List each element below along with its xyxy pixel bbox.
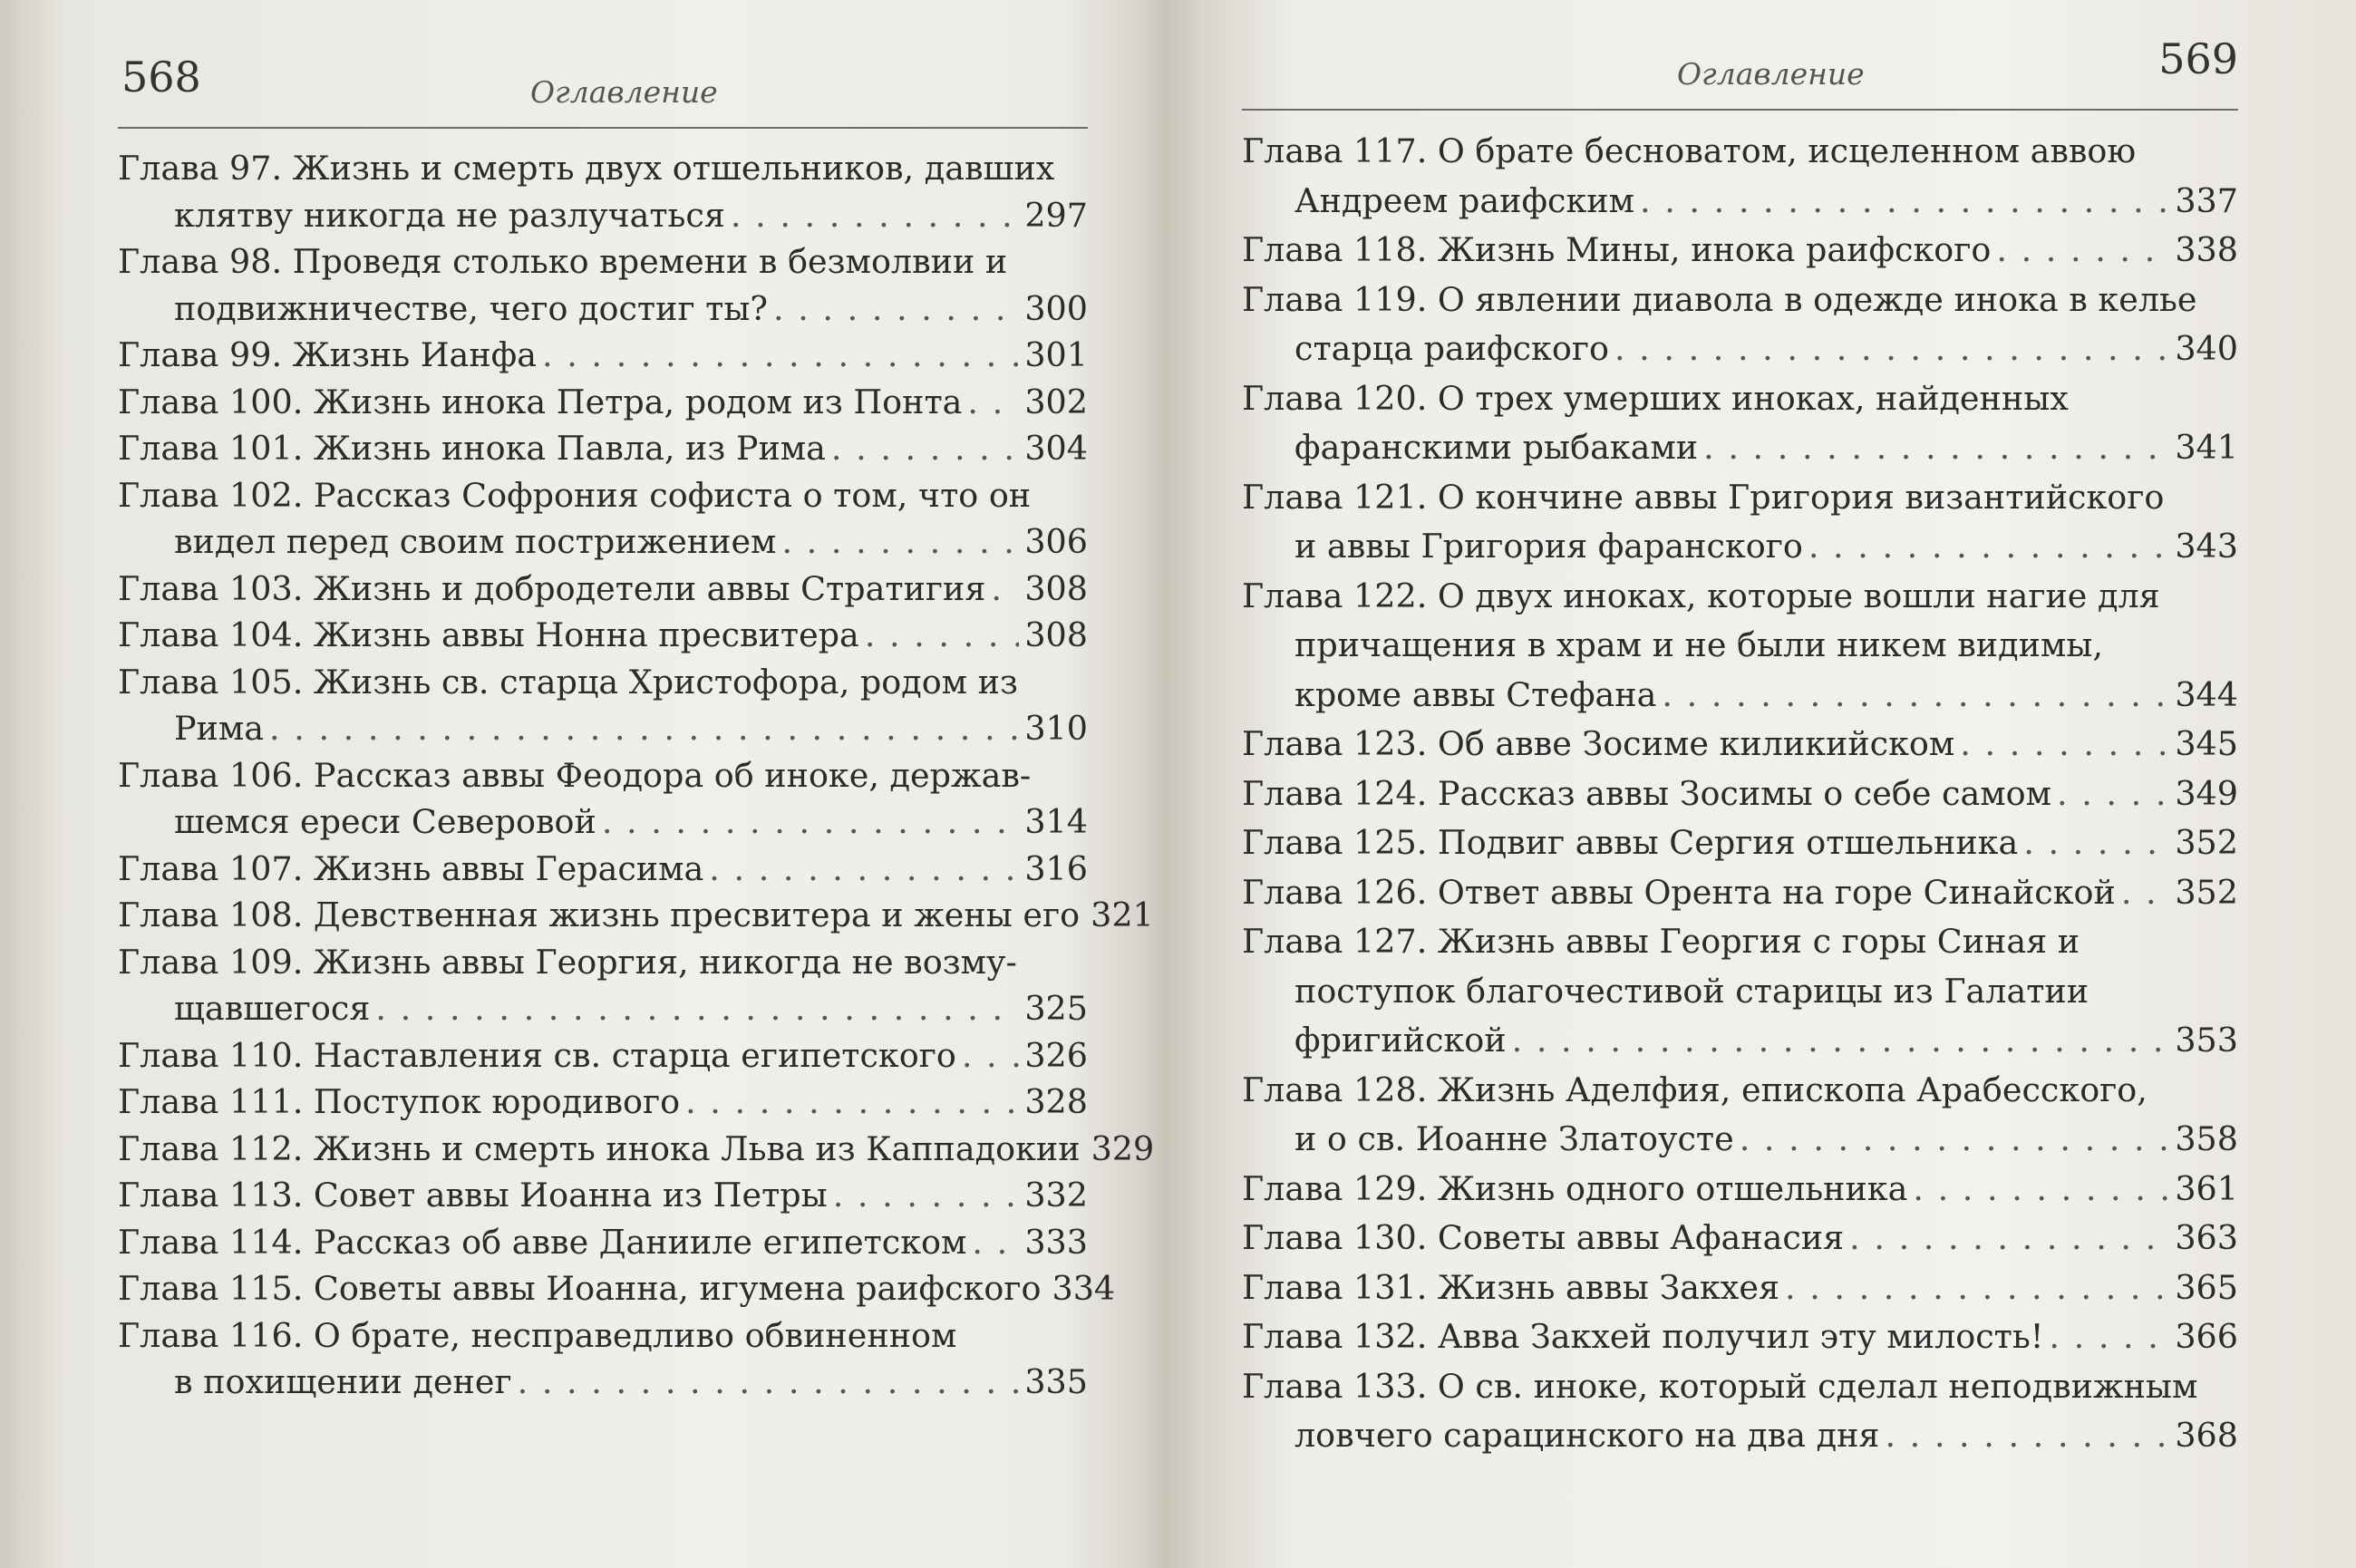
toc-entry-page: 297 [1024,195,1088,235]
toc-entry-title: Глава 122. О двух иноках, которые вошли нагие для [1242,576,2160,615]
toc-entry-title: Глава 119. О явлении диавола в одежде инока в келье [1242,279,2197,319]
toc-entry-page: 326 [1024,1035,1088,1075]
dot-leader [1640,177,2169,227]
toc-entry [1242,1066,2238,1165]
toc-entry-title: Глава 113. Совет аввы Иоанна из Петры [118,1176,828,1215]
toc-entry [118,752,1088,846]
toc-entry [1242,226,2238,276]
dot-leader [781,518,1019,566]
toc-entry-page: 332 [1024,1176,1088,1215]
toc-entry-title: Глава 111. Поступок юродивого [118,1082,681,1121]
left-page-header [118,45,1088,129]
toc-entry-title: Глава 100. Жизнь инока Петра, родом из Понта [118,382,963,421]
toc-entry-title: Глава 106. Рассказ аввы Феодора об иноке, держав- [118,755,1032,795]
toc-entry [118,612,1088,659]
toc-entry-line [1242,522,2238,572]
toc-entry [118,145,1088,238]
toc-entry [1242,1214,2238,1263]
dot-leader [2023,818,2169,868]
toc-entry-page: 335 [1024,1362,1088,1401]
toc-entry-title: Глава 118. Жизнь Мины, инока раифского [1242,230,1992,269]
toc-entry-line [118,1359,1088,1406]
toc-entry-page: 328 [1024,1082,1088,1121]
toc-entry-title: старца раифского [1294,329,1609,368]
toc-entry-page: 365 [2175,1267,2238,1307]
toc-entry-page: 344 [2175,674,2238,714]
toc-entry-title: шемся ереси Северовой [174,802,596,841]
left-page-number: 568 [121,53,201,102]
toc-entry-title: Глава 99. Жизнь Ианфа [118,335,537,374]
toc-entry-line [118,705,1088,752]
toc-entry-line [1242,1411,2238,1461]
toc-entry-title: щавшегося [174,989,371,1028]
dot-leader [1996,226,2169,276]
toc-entry [118,1219,1088,1266]
toc-entry-page: 368 [2175,1416,2238,1455]
dot-leader [1785,1263,2169,1313]
toc-entry-title: поступок благочестивой старицы из Галатии [1294,971,2089,1011]
toc-entry-line [1242,1115,2238,1165]
toc-entry-title: фаранскими рыбаками [1294,428,1699,467]
dot-leader [1808,522,2169,572]
dot-leader [375,985,1019,1032]
toc-entry-line [1242,127,2238,177]
toc-entry-title: и о св. Иоанне Златоусте [1294,1119,1734,1158]
dot-leader [991,566,1019,613]
toc-entry-line [118,1126,1155,1173]
toc-entry-page: 345 [2175,724,2238,763]
toc-entry-page: 353 [2175,1021,2238,1060]
toc-entry-line [118,192,1088,239]
toc-entry-line [1242,374,2238,424]
toc-entry-title: фригийской [1294,1021,1507,1060]
toc-entry-line [1242,572,2238,622]
toc-entry-line [118,752,1088,799]
toc-entry-line [1242,1263,2238,1313]
toc-entry-title: Глава 127. Жизнь аввы Георгия с горы Синая и [1242,922,2080,961]
toc-entry-line [118,846,1088,893]
toc-entry [118,1265,1116,1312]
toc-entry-line [1242,671,2238,721]
toc-entry-page: 321 [1091,895,1154,934]
toc-entry [1242,127,2238,226]
toc-entry-title: Глава 109. Жизнь аввы Георгия, никогда не возму- [118,942,1017,982]
toc-entry-line [1242,276,2238,325]
toc-entry-page: 338 [2175,230,2238,269]
toc-entry-page: 308 [1024,615,1088,654]
toc-entry-line [1242,818,2238,868]
toc-entry [118,238,1088,332]
toc-entry-line [118,472,1088,519]
dot-leader [962,1032,1020,1079]
toc-entry [1242,1263,2238,1313]
toc-entry-page: 308 [1024,568,1088,608]
toc-entry-line [1242,473,2238,523]
toc-entry-title: клятву никогда не разлучаться [174,195,725,235]
toc-entry-title: кроме аввы Стефана [1294,674,1657,714]
toc-entry [118,846,1088,893]
toc-entry-title: Рима [174,709,265,748]
toc-entry-line [118,1032,1088,1079]
toc-entry-line [118,939,1088,986]
toc-entry-title: Глава 121. О кончине аввы Григория византийского [1242,477,2165,517]
toc-entry [1242,917,2238,1066]
toc-entry-line [1242,720,2238,769]
toc-entry-line [118,1172,1088,1219]
toc-entry [118,566,1088,613]
dot-leader [1703,423,2169,473]
dot-leader [2121,868,2170,918]
toc-entry-title: Глава 103. Жизнь и добродетели аввы Стратигия [118,568,986,608]
toc-entry-line [1242,917,2238,967]
toc-entry-title: Глава 129. Жизнь одного отшельника [1242,1168,1908,1208]
toc-entry-title: Глава 108. Девственная жизнь пресвитера и жены его [118,895,1081,934]
dot-leader [1885,1411,2169,1461]
dot-leader [967,379,1019,426]
right-running-head: Оглавление [1677,56,1865,92]
toc-entry-page: 304 [1024,429,1088,468]
toc-entry-page: 329 [1091,1128,1155,1168]
dot-leader [1913,1165,2169,1215]
dot-leader [1960,720,2169,769]
toc-entry-line [1242,1066,2238,1116]
right-table-of-contents [1242,127,2238,1461]
toc-entry-page: 310 [1024,709,1088,748]
toc-entry-title: Глава 133. О св. иноке, который сделал неподвижным [1242,1366,2198,1406]
dot-leader [269,705,1019,752]
toc-entry-line [118,332,1088,379]
toc-entry [1242,473,2238,572]
toc-entry [118,332,1088,379]
dot-leader [1849,1214,2169,1263]
toc-entry [118,1312,1088,1406]
toc-entry-line [118,566,1088,613]
toc-entry-page: 316 [1024,848,1088,888]
right-page-header [1242,27,2238,111]
toc-entry-title: видел перед своим пострижением [174,522,777,561]
toc-entry-line [1242,967,2238,1017]
toc-entry-title: Глава 104. Жизнь аввы Нонна пресвитера [118,615,859,654]
toc-entry-title: Глава 110. Наставления св. старца египетского [118,1035,956,1075]
toc-entry [118,1079,1088,1126]
dot-leader [831,425,1019,472]
toc-entry-title: Глава 128. Жизнь Аделфия, епископа Арабесского, [1242,1070,2148,1109]
toc-entry-title: Глава 115. Советы аввы Иоанна, игумена раифского [118,1269,1042,1308]
left-running-head: Оглавление [530,74,718,110]
dot-leader [865,612,1020,659]
toc-entry-line [118,518,1088,566]
toc-entry-page: 306 [1024,522,1088,561]
dot-leader [518,1359,1020,1406]
toc-entry-line [1242,621,2238,671]
toc-entry-page: 325 [1024,989,1088,1028]
toc-entry-line [118,238,1088,286]
toc-entry-line [1242,769,2238,819]
toc-entry-title: Глава 98. Проведя столько времени в безмолвии и [118,242,1008,281]
toc-entry-title: Глава 107. Жизнь аввы Герасима [118,848,704,888]
toc-entry [1242,276,2238,374]
toc-entry [118,892,1154,939]
toc-entry-line [1242,1214,2238,1263]
dot-leader [709,846,1019,893]
toc-entry-page: 343 [2175,527,2238,566]
toc-entry-title: Глава 116. О брате, несправедливо обвиненном [118,1315,957,1355]
toc-entry-line [118,985,1088,1032]
toc-entry-title: Глава 124. Рассказ аввы Зосимы о себе самом [1242,773,2051,813]
toc-entry [1242,1165,2238,1215]
toc-entry [118,425,1088,472]
toc-entry-title: Глава 114. Рассказ об авве Данииле египетском [118,1222,967,1262]
toc-entry-title: причащения в храм и не были никем видимы, [1294,625,2103,664]
toc-entry-title: Глава 97. Жизнь и смерть двух отшельников, давших [118,149,1055,188]
toc-entry-line [118,892,1154,939]
toc-entry [1242,720,2238,769]
toc-entry-page: 340 [2175,329,2238,368]
dot-leader [1662,671,2169,721]
dot-leader [833,1172,1020,1219]
dot-leader [972,1219,1019,1266]
toc-entry-line [1242,423,2238,473]
toc-entry [1242,572,2238,721]
toc-entry-page: 361 [2175,1168,2238,1208]
toc-entry [1242,769,2238,819]
toc-entry-line [118,1219,1088,1266]
dot-leader [1512,1016,2170,1066]
toc-entry-page: 301 [1024,335,1088,374]
toc-entry-title: Глава 101. Жизнь инока Павла, из Рима [118,429,826,468]
toc-entry-page: 352 [2175,823,2238,862]
dot-leader [602,799,1020,846]
dot-leader [731,192,1019,239]
toc-entry-line [118,1312,1088,1360]
toc-entry-title: ловчего сарацинского на два дня [1294,1416,1880,1455]
toc-entry-title: Глава 130. Советы аввы Афанасия [1242,1218,1845,1257]
toc-entry-title: Глава 125. Подвиг аввы Сергия отшельника [1242,823,2019,862]
toc-entry-title: Глава 117. О брате бесноватом, исцеленном аввою [1242,131,2137,170]
toc-entry-page: 341 [2175,428,2238,467]
toc-entry-line [1242,1016,2238,1066]
toc-entry-page: 349 [2175,773,2238,813]
toc-entry-line [118,799,1088,846]
toc-entry-line [118,1265,1116,1312]
toc-entry-page: 363 [2175,1218,2238,1257]
dot-leader [773,286,1019,333]
toc-entry-page: 334 [1052,1269,1116,1308]
toc-entry-line [118,612,1088,659]
toc-entry-line [1242,1362,2238,1412]
dot-leader [542,332,1019,379]
toc-entry [118,659,1088,752]
toc-entry-line [1242,1312,2238,1362]
toc-entry [118,1126,1155,1173]
dot-leader [1740,1115,2170,1165]
right-page [1206,0,2356,1568]
toc-entry-title: Глава 123. Об авве Зосиме киликийском [1242,724,1955,763]
toc-entry-line [118,145,1088,192]
toc-entry [118,379,1088,426]
toc-entry-page: 358 [2175,1119,2238,1158]
toc-entry-line [118,286,1088,333]
toc-entry-title: Глава 102. Рассказ Софрония софиста о том, что он [118,475,1032,515]
toc-entry-title: Глава 112. Жизнь и смерть инока Льва из Каппадокии [118,1128,1081,1168]
toc-entry-title: Глава 120. О трех умерших иноках, найденных [1242,378,2069,418]
toc-entry-line [1242,324,2238,374]
toc-entry-page: 314 [1024,802,1088,841]
toc-entry-page: 352 [2175,872,2238,912]
toc-entry [1242,818,2238,868]
toc-entry [118,1032,1088,1079]
toc-entry-title: Глава 131. Жизнь аввы Закхея [1242,1267,1779,1307]
left-table-of-contents [118,145,1155,1406]
left-page [0,0,1155,1568]
toc-entry-line [118,379,1088,426]
toc-entry-page: 302 [1024,382,1088,421]
toc-entry-line [118,659,1088,706]
toc-entry-title: Глава 132. Авва Закхей получил эту милость! [1242,1317,2044,1356]
toc-entry [1242,374,2238,473]
toc-entry-title: в похищении денег [174,1362,512,1401]
toc-entry-line [1242,868,2238,918]
toc-entry-title: Андреем раифским [1294,180,1634,220]
toc-entry [118,472,1088,566]
toc-entry-line [1242,1165,2238,1215]
toc-entry-page: 366 [2175,1317,2238,1356]
toc-entry [1242,1312,2238,1362]
toc-entry-line [1242,226,2238,276]
toc-entry [1242,1362,2238,1461]
toc-entry [118,1172,1088,1219]
toc-entry-title: Глава 126. Ответ аввы Орента на горе Синайской [1242,872,2116,912]
toc-entry-title: Глава 105. Жизнь св. старца Христофора, родом из [118,662,1018,702]
toc-entry-title: подвижничестве, чего достиг ты? [174,288,768,328]
toc-entry-page: 333 [1024,1222,1088,1262]
toc-entry-page: 337 [2175,180,2238,220]
toc-entry-line [118,1079,1088,1126]
dot-leader [685,1079,1019,1126]
right-page-number: 569 [2158,34,2238,83]
toc-entry [118,939,1088,1032]
toc-entry-line [118,425,1088,472]
toc-entry-page: 300 [1024,288,1088,328]
toc-entry-title: и аввы Григория фаранского [1294,527,1803,566]
dot-leader [2057,769,2169,819]
dot-leader [1614,324,2169,374]
toc-entry-line [1242,177,2238,227]
toc-entry [1242,868,2238,918]
dot-leader [2049,1312,2169,1362]
